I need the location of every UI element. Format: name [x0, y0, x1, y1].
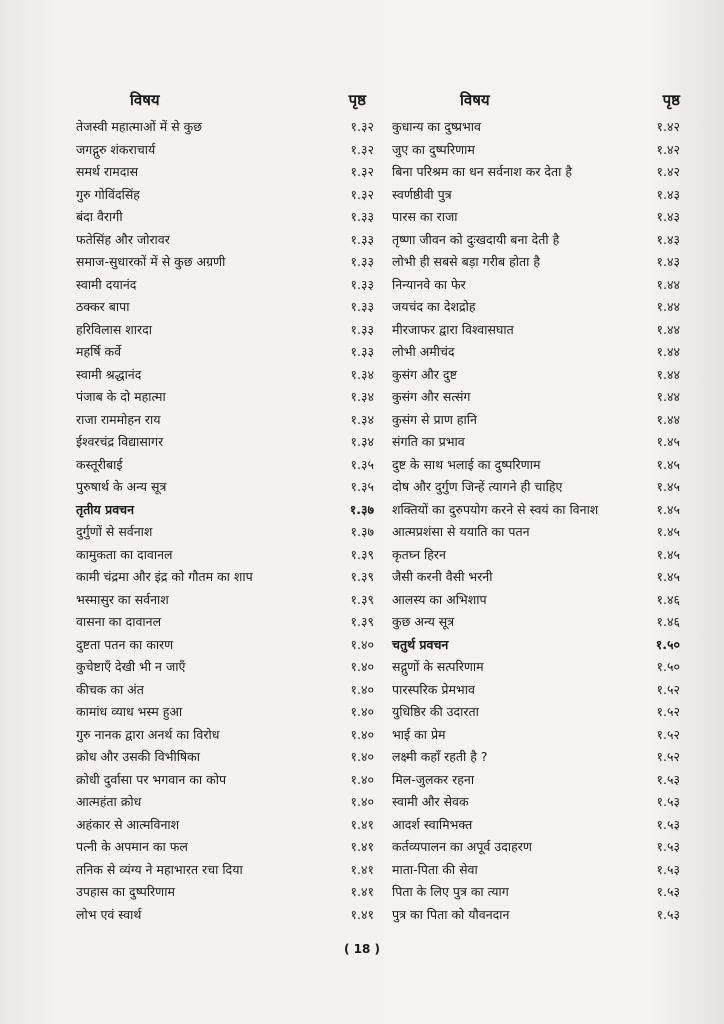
- toc-entry-page: १.४०: [350, 704, 374, 719]
- toc-entry-page: १.४३: [656, 209, 680, 224]
- toc-entry: [392, 161, 680, 184]
- toc-entry-title: जुए का दुष्परिणाम: [392, 141, 475, 157]
- toc-entry-page: १.४५: [656, 501, 680, 517]
- toc-section-heading: [392, 634, 680, 657]
- toc-entry: [76, 521, 374, 544]
- toc-entry-page: १.५३: [656, 794, 680, 809]
- toc-entry-page: १.३३: [350, 231, 374, 247]
- toc-entry-page: १.३९: [350, 591, 374, 607]
- toc-entry-title: गुरु नानक द्वारा अनर्थ का विरोध: [76, 726, 220, 742]
- toc-entry-title: जैसी करनी वैसी भरनी: [392, 569, 493, 584]
- toc-entry-title: कामांध व्याध भस्म हुआ: [76, 704, 183, 719]
- toc-entry-page: १.४०: [350, 681, 374, 697]
- toc-entry-page: १.३३: [350, 254, 374, 269]
- toc-entry: [76, 634, 374, 657]
- toc-entry-page: १.४२: [656, 119, 680, 134]
- toc-entry: [392, 656, 680, 679]
- toc-entry-title: युधिष्ठिर की उदारता: [392, 704, 479, 719]
- toc-entry: [76, 679, 374, 702]
- toc-entry-title: तृष्णा जीवन को दुःखदायी बना देती है: [392, 231, 560, 247]
- toc-entry: [392, 701, 680, 724]
- toc-entry: [76, 656, 374, 679]
- toc-entry-title: समर्थ रामदास: [76, 164, 139, 179]
- toc-entry-page: १.३४: [350, 389, 374, 404]
- toc-entry-title: कामुकता का दावानल: [76, 546, 173, 562]
- toc-entry: [392, 836, 680, 859]
- toc-entry: [392, 904, 680, 927]
- toc-entry-page: १.३९: [350, 569, 374, 584]
- toc-entry-page: १.३५: [350, 456, 374, 472]
- toc-entry-title: ठक्कर बापा: [76, 299, 130, 314]
- toc-entry-page: १.३३: [350, 276, 374, 292]
- toc-entry: [392, 409, 680, 432]
- toc-entry-page: १.५३: [656, 884, 680, 899]
- toc-entry-page: १.४५: [656, 479, 680, 494]
- toc-entry-page: १.४५: [656, 569, 680, 584]
- toc-entry-page: १.४२: [656, 164, 680, 179]
- toc-entry: [76, 296, 374, 319]
- toc-entry-title: ईश्वरचंद्र विद्यासागर: [76, 434, 164, 449]
- toc-entry-title: कुसंग और सत्संग: [392, 389, 471, 404]
- toc-entry: [392, 679, 680, 702]
- subject-heading: विषय: [460, 91, 490, 109]
- toc-entry: [392, 251, 680, 274]
- toc-entry: [392, 859, 680, 882]
- toc-entry-title: लोभी अमीचंद: [392, 344, 455, 359]
- toc-entry-title: गुरु गोविंदसिंह: [76, 186, 140, 202]
- toc-entry-title: पंजाब के दो महात्मा: [76, 389, 166, 404]
- toc-entry: [392, 724, 680, 747]
- toc-entry-title: संगति का प्रभाव: [392, 434, 465, 449]
- toc-entry-title: अहंकार से आत्मविनाश: [76, 816, 180, 832]
- toc-entry-page: १.४५: [656, 434, 680, 449]
- toc-entry-page: १.४४: [656, 366, 680, 382]
- toc-entry: [76, 814, 374, 837]
- toc-entry-page: १.४३: [656, 186, 680, 202]
- toc-entry-title: लोभ एवं स्वार्थ: [76, 906, 142, 922]
- toc-entry: [76, 904, 374, 927]
- toc-entry-title: पत्नी के अपमान का फल: [76, 839, 188, 854]
- toc-entry-title: आत्मप्रशंसा से ययाति का पतन: [392, 524, 530, 539]
- toc-entry-title: जयचंद का देशद्रोह: [392, 299, 476, 314]
- toc-entry-page: १.३४: [350, 434, 374, 449]
- toc-entry-title: मिल-जुलकर रहना: [392, 771, 475, 787]
- toc-entry-page: १.५३: [656, 816, 680, 832]
- toc-entry: [392, 274, 680, 297]
- toc-entry-title: दुर्गुणों से सर्वनाश: [76, 524, 153, 539]
- toc-entry-page: १.४६: [656, 591, 680, 607]
- toc-entry: [76, 724, 374, 747]
- toc-entry: [76, 206, 374, 229]
- toc-entry: [392, 544, 680, 567]
- toc-entry-title: स्वामी श्रद्धानंद: [76, 366, 142, 382]
- toc-entry-title: कीचक का अंत: [76, 681, 144, 697]
- toc-entry-title: जगद्गुरु शंकराचार्य: [76, 141, 156, 157]
- toc-entry: [76, 431, 374, 454]
- toc-entry: [392, 229, 680, 252]
- toc-entry-page: १.५२: [656, 681, 680, 697]
- toc-entry-title: क्रोध और उसकी विभीषिका: [76, 749, 200, 764]
- toc-left-column: [76, 88, 374, 926]
- toc-entry-title: कृतघ्न हिरन: [392, 546, 446, 562]
- toc-entry-page: १.४४: [656, 344, 680, 359]
- toc-entry-title: दुष्टता पतन का कारण: [76, 636, 174, 652]
- toc-left-list: [76, 116, 374, 926]
- toc-entry-title: सद्गुणों के सत्परिणाम: [392, 659, 484, 674]
- toc-entry: [76, 229, 374, 252]
- toc-entry: [76, 116, 374, 139]
- toc-entry-page: १.४२: [656, 141, 680, 157]
- toc-entry-title: तनिक से व्यंग्य ने महाभारत रचा दिया: [76, 861, 243, 877]
- toc-entry: [392, 881, 680, 904]
- toc-entry-page: १.३२: [350, 141, 374, 157]
- toc-entry-title: भाई का प्रेम: [392, 726, 446, 742]
- toc-entry: [76, 791, 374, 814]
- toc-entry-page: १.५३: [656, 861, 680, 877]
- toc-entry-page: १.४५: [656, 546, 680, 562]
- toc-entry-page: १.३९: [350, 546, 374, 562]
- toc-entry: [392, 791, 680, 814]
- toc-entry-title: वासना का दावानल: [76, 614, 162, 629]
- toc-entry-page: १.३४: [350, 366, 374, 382]
- toc-section-heading: [76, 499, 374, 522]
- toc-entry-title: आलस्य का अभिशाप: [392, 591, 487, 607]
- toc-entry: [392, 431, 680, 454]
- toc-entry-title: चतुर्थ प्रवचन: [392, 636, 449, 652]
- toc-entry-page: १.३७: [349, 501, 374, 517]
- toc-entry: [76, 386, 374, 409]
- toc-entry: [76, 544, 374, 567]
- toc-entry-title: आदर्श स्वामिभक्त: [392, 816, 473, 832]
- toc-entry-page: १.५०: [655, 636, 680, 652]
- toc-entry-title: पुत्र का पिता को यौवनदान: [392, 906, 510, 922]
- toc-entry: [392, 386, 680, 409]
- toc-entry: [76, 409, 374, 432]
- toc-entry: [76, 139, 374, 162]
- toc-entry: [76, 341, 374, 364]
- toc-entry-page: १.५२: [656, 704, 680, 719]
- toc-entry-title: कुचेष्टाएँ देखी भी न जाएँ: [76, 659, 186, 674]
- toc-entry-page: १.३२: [350, 119, 374, 134]
- toc-entry: [76, 589, 374, 612]
- toc-entry-page: १.३४: [350, 411, 374, 427]
- toc-entry-page: १.३७: [350, 524, 374, 539]
- toc-entry-page: १.४१: [350, 839, 374, 854]
- toc-right-column: [392, 88, 680, 926]
- toc-entry: [392, 364, 680, 387]
- toc-entry: [392, 139, 680, 162]
- toc-entry-title: माता-पिता की सेवा: [392, 861, 478, 877]
- toc-entry: [76, 184, 374, 207]
- page-heading: पृष्ठ: [662, 91, 680, 109]
- toc-entry: [392, 611, 680, 634]
- toc-entry: [392, 454, 680, 477]
- toc-entry: [76, 161, 374, 184]
- toc-entry-title: उपहास का दुष्परिणाम: [76, 884, 175, 899]
- toc-entry-page: १.४४: [656, 276, 680, 292]
- toc-entry-title: कर्तव्यपालन का अपूर्व उदाहरण: [392, 839, 532, 854]
- toc-entry-page: १.५३: [656, 906, 680, 922]
- toc-right-list: [392, 116, 680, 926]
- toc-entry-title: आत्महंता क्रोध: [76, 794, 142, 809]
- toc-entry-page: १.३९: [350, 614, 374, 629]
- toc-entry-title: पारस्परिक प्रेमभाव: [392, 681, 475, 697]
- toc-entry-page: १.५२: [656, 749, 680, 764]
- toc-entry-page: १.४०: [350, 771, 374, 787]
- toc-entry: [392, 206, 680, 229]
- toc-entry-title: कुसंग से प्राण हानि: [392, 411, 477, 427]
- toc-entry: [392, 499, 680, 522]
- toc-entry-title: क्रोधी दुर्वासा पर भगवान का कोप: [76, 771, 227, 787]
- toc-right-header: [392, 88, 680, 116]
- toc-entry: [76, 881, 374, 904]
- toc-entry-title: मीरजाफर द्वारा विश्वासघात: [392, 321, 514, 337]
- toc-entry: [76, 611, 374, 634]
- toc-entry: [392, 521, 680, 544]
- toc-entry-page: १.४०: [350, 659, 374, 674]
- toc-entry-page: १.४४: [656, 389, 680, 404]
- toc-entry: [76, 476, 374, 499]
- toc-entry-page: १.४३: [656, 254, 680, 269]
- toc-entry-page: १.३३: [350, 321, 374, 337]
- toc-entry-page: १.४०: [350, 794, 374, 809]
- toc-entry-title: दोष और दुर्गुण जिन्हें त्यागने ही चाहिए: [392, 479, 563, 494]
- toc-entry-page: १.३३: [350, 299, 374, 314]
- toc-entry-title: हरिविलास शारदा: [76, 321, 153, 337]
- toc-entry: [392, 116, 680, 139]
- toc-entry: [76, 836, 374, 859]
- toc-entry-page: १.३२: [350, 164, 374, 179]
- toc-entry-title: भस्मासुर का सर्वनाश: [76, 591, 169, 607]
- toc-entry: [392, 476, 680, 499]
- toc-entry-page: १.४४: [656, 321, 680, 337]
- toc-entry: [76, 701, 374, 724]
- toc-entry-page: १.४५: [656, 456, 680, 472]
- toc-entry: [76, 274, 374, 297]
- toc-entry-page: १.४३: [656, 231, 680, 247]
- toc-entry: [76, 746, 374, 769]
- page-number: ( 18 ): [343, 942, 381, 956]
- toc-entry: [76, 364, 374, 387]
- toc-entry-title: पिता के लिए पुत्र का त्याग: [392, 884, 509, 899]
- toc-entry: [392, 184, 680, 207]
- toc-entry: [76, 566, 374, 589]
- toc-entry-title: स्वामी और सेवक: [392, 794, 469, 809]
- toc-entry: [76, 454, 374, 477]
- toc-entry: [392, 296, 680, 319]
- toc-left-header: [76, 88, 374, 116]
- toc-entry: [392, 814, 680, 837]
- toc-entry-title: पारस का राजा: [392, 209, 458, 224]
- toc-entry-title: लोभी ही सबसे बड़ा गरीब होता है: [392, 254, 540, 269]
- toc-entry-title: स्वामी दयानंद: [76, 276, 137, 292]
- toc-entry-page: १.४४: [656, 299, 680, 314]
- toc-entry-page: १.३३: [350, 209, 374, 224]
- toc-entry: [392, 319, 680, 342]
- toc-entry: [392, 341, 680, 364]
- toc-entry-page: १.४०: [350, 726, 374, 742]
- toc-entry-page: १.४४: [656, 411, 680, 427]
- toc-entry: [392, 589, 680, 612]
- toc-entry-title: कुछ अन्य सूत्र: [392, 614, 455, 629]
- toc-entry-title: तृतीय प्रवचन: [76, 501, 135, 517]
- toc-entry-title: समाज-सुधारकों में से कुछ अग्रणी: [76, 254, 226, 269]
- toc-entry: [76, 251, 374, 274]
- toc-entry-title: कामी चंद्रमा और इंद्र को गौतम का शाप: [76, 569, 253, 584]
- toc-entry: [392, 769, 680, 792]
- toc-entry-title: स्वर्णष्ठीवी पुत्र: [392, 186, 452, 202]
- page-heading: पृष्ठ: [348, 91, 366, 109]
- subject-heading: विषय: [130, 91, 160, 109]
- toc-entry-title: तेजस्वी महात्माओं में से कुछ: [76, 119, 202, 134]
- toc-entry-page: १.५२: [656, 726, 680, 742]
- toc-entry-page: १.४१: [350, 906, 374, 922]
- toc-entry-page: १.४६: [656, 614, 680, 629]
- toc-entry-page: १.४१: [350, 861, 374, 877]
- toc-entry-title: शक्तियों का दुरुपयोग करने से स्वयं का विनाश: [392, 501, 599, 517]
- toc-entry-page: १.४०: [350, 749, 374, 764]
- toc-entry-page: १.५३: [656, 771, 680, 787]
- toc-entry-title: बिना परिश्रम का धन सर्वनाश कर देता है: [392, 164, 573, 179]
- toc-entry-page: १.३२: [350, 186, 374, 202]
- toc-entry-title: कुसंग और दुष्ट: [392, 366, 457, 382]
- toc-entry: [76, 769, 374, 792]
- toc-entry-title: लक्ष्मी कहाँ रहती है ?: [392, 749, 488, 764]
- toc-entry-page: १.४१: [350, 884, 374, 899]
- toc-entry-page: १.३३: [350, 344, 374, 359]
- toc-entry-title: राजा राममोहन राय: [76, 411, 161, 427]
- toc-entry-title: बंदा वैरागी: [76, 209, 123, 224]
- toc-entry: [76, 319, 374, 342]
- toc-entry-title: कुधान्य का दुष्प्रभाव: [392, 119, 481, 134]
- toc-entry-page: १.४५: [656, 524, 680, 539]
- toc-entry-page: १.५३: [656, 839, 680, 854]
- toc-entry-page: १.४१: [350, 816, 374, 832]
- toc-entry: [392, 746, 680, 769]
- toc-entry: [76, 859, 374, 882]
- toc-entry-title: पुरुषार्थ के अन्य सूत्र: [76, 479, 167, 494]
- toc-entry-page: १.३५: [350, 479, 374, 494]
- toc-entry-title: दुष्ट के साथ भलाई का दुष्परिणाम: [392, 456, 541, 472]
- toc-entry: [392, 566, 680, 589]
- toc-entry-title: निन्यानवे का फेर: [392, 276, 466, 292]
- toc-entry-title: कस्तूरीबाई: [76, 456, 123, 472]
- toc-entry-page: १.४०: [350, 636, 374, 652]
- toc-entry-title: महर्षि कर्वे: [76, 344, 122, 359]
- toc-entry-page: १.५०: [656, 659, 680, 674]
- toc-entry-title: फतेसिंह और जोरावर: [76, 231, 170, 247]
